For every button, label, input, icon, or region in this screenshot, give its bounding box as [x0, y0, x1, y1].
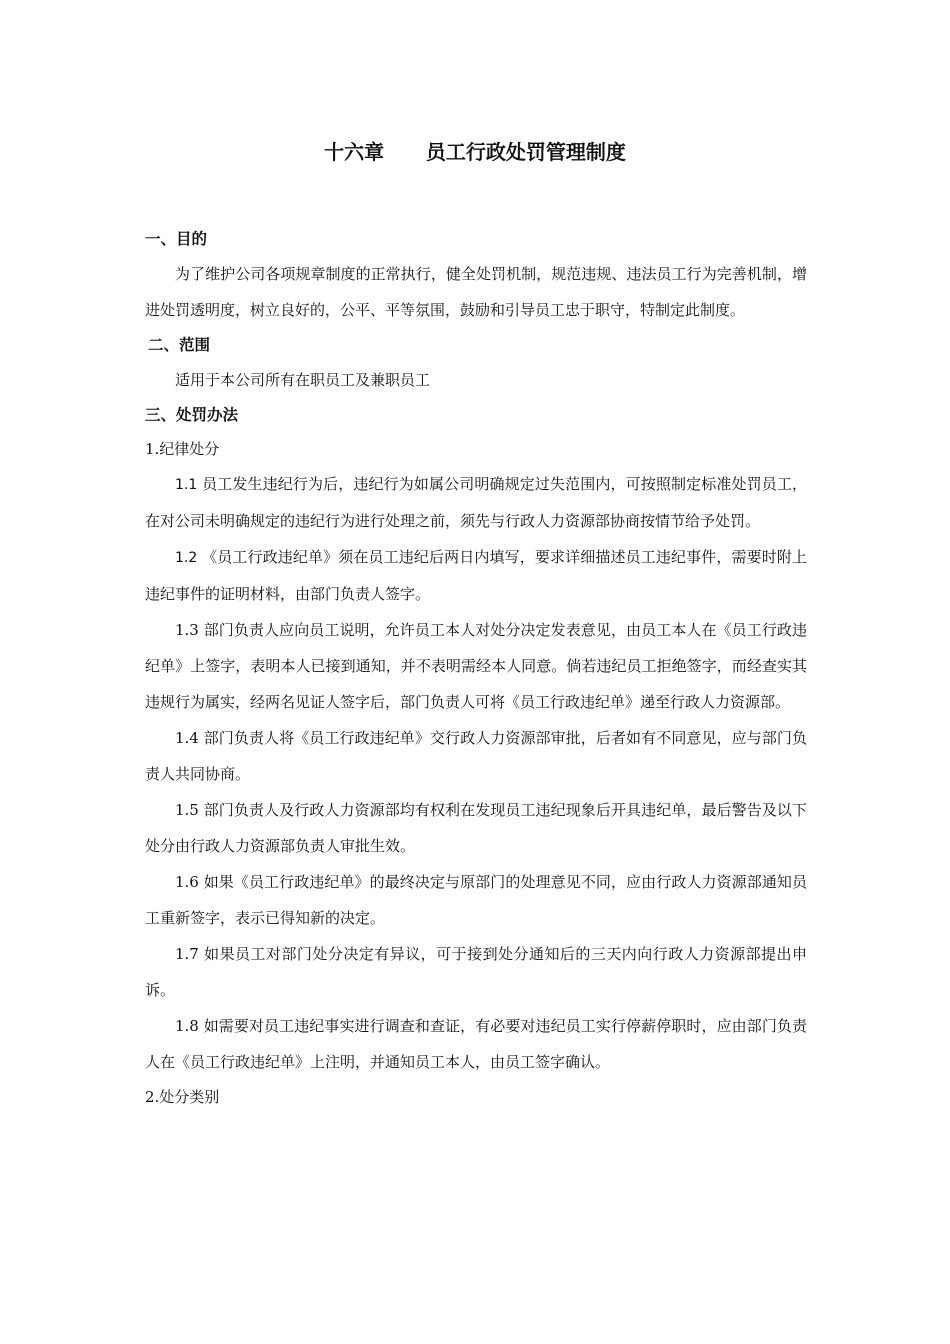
clause-number: 1.1 [175, 477, 198, 493]
clause-1-3: 1.3 部门负责人应向员工说明，允许员工本人对处分决定发表意见，由员工本人在《员工行政违纪单》上签字，表明本人已接到通知，并不表明需经本人同意。倘若违纪员工拒绝签字，而经查实其违规行为属实，经两名见证人签字后，部门负责人可将《员工行政违纪单》递至行政人力资源部。 [145, 621, 807, 711]
section-heading-purpose: 一、目的 [145, 230, 208, 248]
clause-1-7: 1.7 如果员工对部门处分决定有异议，可于接到处分通知后的三天内向行政人力资源部提出申诉。 [145, 945, 807, 999]
page-title: 十六章 员工行政处罚管理制度 [324, 140, 626, 164]
clause-number: 1.2 [175, 550, 198, 566]
clause-1-4: 1.4 部门负责人将《员工行政违纪单》交行政人力资源部审批，后者如有不同意见，应与部门负责人共同协商。 [145, 729, 807, 783]
clause-text: 《员工行政违纪单》须在员工违纪后两日内填写，要求详细描述员工违纪事件，需要时附上违纪事件的证明材料，由部门负责人签字。 [145, 548, 807, 603]
document-body [145, 222, 807, 1114]
clause-1-1 [145, 466, 807, 539]
section-heading-scope: 二、范围 [148, 336, 211, 354]
paragraph-purpose: 为了维护公司各项规章制度的正常执行，健全处罚机制，规范违规、违法员工行为完善机制，增进处罚透明度，树立良好的，公平、平等氛围，鼓励和引导员工忠于职守，特制定此制度。 [145, 265, 807, 319]
clause-1-2 [145, 539, 807, 612]
paragraph-scope: 适用于本公司所有在职员工及兼职员工 [175, 371, 431, 389]
subheading-discipline: 1.纪律处分 [145, 440, 220, 458]
clause-text: 员工发生违纪行为后，违纪行为如属公司明确规定过失范围内，可按照制定标准处罚员工，在对公司未明确规定的违纪行为进行处理之前，须先与行政人力资源部协商按情节给予处罚。 [145, 475, 807, 530]
clause-1-5: 1.5 部门负责人及行政人力资源部均有权利在发现员工违纪现象后开具违纪单，最后警告及以下处分由行政人力资源部负责人审批生效。 [145, 801, 807, 855]
clause-1-6: 1.6 如果《员工行政违纪单》的最终决定与原部门的处理意见不同，应由行政人力资源部通知员工重新签字，表示已得知新的决定。 [145, 873, 807, 927]
section-heading-methods: 三、处罚办法 [145, 406, 239, 424]
clause-1-8: 1.8 如需要对员工违纪事实进行调查和查证，有必要对违纪员工实行停薪停职时，应由部门负责人在《员工行政违纪单》上注明，并通知员工本人，由员工签字确认。 [145, 1017, 807, 1071]
subheading-penalty-types: 2.处分类别 [145, 1088, 220, 1106]
